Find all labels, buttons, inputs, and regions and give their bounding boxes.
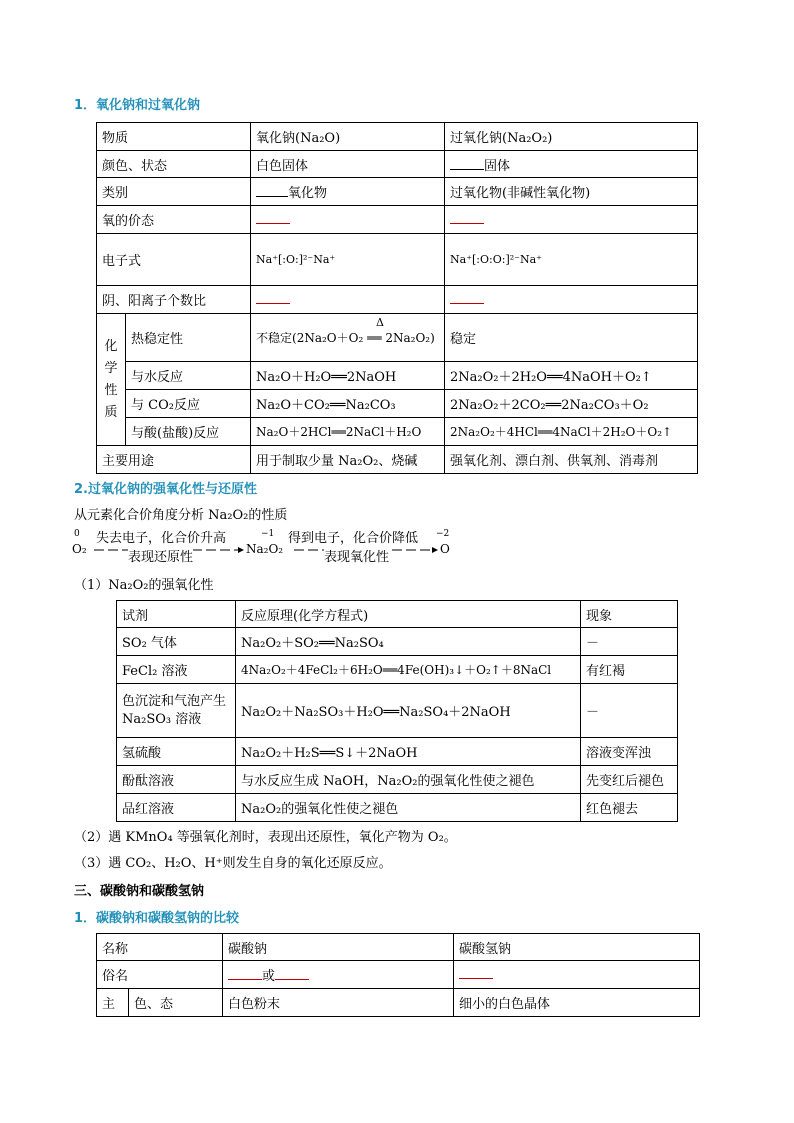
valence-minus-one: −1 (261, 529, 275, 539)
chem-char: 学 (104, 360, 118, 376)
table-row (117, 766, 678, 794)
row-label-common-name: 俗名 (97, 961, 223, 989)
fill-blank (450, 291, 484, 304)
na2o-electron-formula (251, 234, 445, 286)
lose-electron-label: 失去电子，化合价升高 (96, 531, 227, 546)
na2o-ratio (251, 286, 445, 314)
oxide-comparison-table (96, 122, 698, 474)
fill-blank (256, 184, 288, 197)
chem-char: 化 (104, 338, 118, 354)
chem-char: 质 (104, 404, 118, 420)
reagent-cell: 氢硫酸 (117, 738, 236, 766)
na2o2-water: 2Na₂O₂＋2H₂O══4NaOH＋O₂↑ (445, 362, 698, 390)
row-label-ratio: 阴、阳离子个数比 (97, 286, 251, 314)
na2o-valence (251, 206, 445, 234)
row-label-water: 与水反应 (126, 362, 251, 390)
table-row (117, 794, 678, 822)
carbonate-table (96, 933, 700, 1017)
reaction-cell: Na₂O₂的强氧化性使之褪色 (236, 794, 581, 822)
oxidizing-label: 表现氧化性 (324, 546, 389, 565)
row-label-use: 主要用途 (97, 446, 251, 474)
phenomenon-cell: 溶液变浑浊 (581, 738, 678, 766)
fill-blank (228, 967, 262, 980)
electron-formula-na2o: Na⁺[:O:]²⁻Na⁺ (256, 253, 336, 266)
na2o2-acid: 2Na₂O₂＋4HCl══4NaCl＋2H₂O＋O₂↑ (445, 418, 698, 446)
na2o2-class: 过氧化物(非碱性氧化物) (445, 178, 698, 206)
subsection-strong-oxidizing: （1）Na₂O₂的强氧化性 (74, 578, 214, 593)
row-label-acid: 与酸(盐酸)反应 (126, 418, 251, 446)
table-row (117, 738, 678, 766)
o2-species: O₂ (72, 542, 87, 556)
phenomenon-cell: 红色褪去 (581, 794, 678, 822)
na2o-water: Na₂O＋H₂O══2NaOH (251, 362, 445, 390)
table-row (117, 684, 678, 738)
or-text: 或 (262, 969, 276, 984)
na2o2-co2: 2Na₂O₂＋2CO₂══2Na₂CO₃＋O₂ (445, 390, 698, 418)
header-na2o: 氧化钠(Na₂O) (251, 123, 445, 151)
valence-minus-two: −2 (436, 529, 450, 539)
table-row (117, 656, 678, 684)
fill-blank (275, 967, 309, 980)
reaction-cell: Na₂O₂＋Na₂SO₃＋H₂O══Na₂SO₄＋2NaOH (236, 684, 581, 738)
header-name: 名称 (97, 934, 223, 961)
row-label-thermal: 热稳定性 (126, 314, 251, 362)
section-title-redox: 2.过氧化钠的强氧化性与还原性 (74, 482, 257, 497)
header-phenomenon: 现象 (581, 601, 678, 628)
reagent-cell: FeCl₂ 溶液 (117, 656, 236, 684)
na2o-color: 白色固体 (251, 151, 445, 178)
header-reagent: 试剂 (117, 601, 236, 628)
row-label-color: 颜色、状态 (97, 151, 251, 178)
chem-char: 性 (104, 382, 118, 398)
phenomenon-cell: 先变红后褪色 (581, 766, 678, 794)
na2o-class-suffix: 氧化物 (288, 186, 328, 201)
reagent-cell: 色沉淀和气泡产生 Na₂SO₃ 溶液 (117, 684, 236, 738)
na2co3-common-name (223, 961, 454, 989)
na2co3-color: 白色粉末 (223, 989, 454, 1017)
na2o2-valence (445, 206, 698, 234)
na2o2-color-suffix: 固体 (484, 158, 511, 174)
na2o-co2: Na₂O＋CO₂══Na₂CO₃ (251, 390, 445, 418)
row-label-class: 类别 (97, 178, 251, 206)
na2o2-color (445, 151, 698, 178)
reaction-cell: 与水反应生成 NaOH，Na₂O₂的强氧化性使之褪色 (236, 766, 581, 794)
reaction-cell: Na₂O₂＋SO₂══Na₂SO₄ (236, 628, 581, 656)
redox-diagram (70, 527, 470, 567)
redox-intro: 从元素化合价角度分析 Na₂O₂的性质 (74, 508, 288, 523)
reaction-cell: Na₂O₂＋H₂S══S↓＋2NaOH (236, 738, 581, 766)
reducing-label: 表现还原性 (128, 546, 193, 565)
phenomenon-cell: － (581, 684, 678, 738)
row-label-electron: 电子式 (97, 234, 251, 286)
reagent-cell: 酚酞溶液 (117, 766, 236, 794)
header-na2o2: 过氧化钠(Na₂O₂) (445, 123, 698, 151)
row-label-color-state: 色、态 (129, 989, 223, 1017)
fill-blank (256, 211, 290, 224)
phenomenon-cell: 有红褐 (581, 656, 678, 684)
na2o2-electron-formula (445, 234, 698, 286)
row-label-valence: 氧的价态 (97, 206, 251, 234)
oxidizing-table (116, 600, 678, 822)
na2o2-ratio (445, 286, 698, 314)
header-nahco3: 碳酸氢钠 (454, 934, 700, 961)
electron-formula-na2o2: Na⁺[:O:O:]²⁻Na⁺ (450, 253, 542, 266)
na2o2-species: Na₂O₂ (246, 542, 284, 556)
na2o-thermal (251, 314, 445, 362)
note-reducing: （2）遇 KMnO₄ 等强氧化剂时，表现出还原性，氧化产物为 O₂。 (74, 830, 457, 845)
section-title-carbonates: 三、碳酸钠和碳酸氢钠 (74, 884, 205, 899)
main-label: 主 (97, 989, 129, 1017)
na2o-use: 用于制取少量 Na₂O₂、烧碱 (251, 446, 445, 474)
na2o2-thermal: 稳定 (445, 314, 698, 362)
gain-electron-label: 得到电子，化合价降低 (288, 531, 419, 546)
header-substance: 物质 (97, 123, 251, 151)
fill-blank (256, 291, 290, 304)
table-row (117, 628, 678, 656)
section-title-carbonate-compare: 1．碳酸钠和碳酸氢钠的比较 (74, 911, 240, 926)
header-na2co3: 碳酸钠 (223, 934, 454, 961)
nahco3-color: 细小的白色晶体 (454, 989, 700, 1017)
valence-zero: 0 (74, 529, 80, 539)
reagent-cell: SO₂ 气体 (117, 628, 236, 656)
o-species: O (440, 542, 450, 556)
note-self-redox: （3）遇 CO₂、H₂O、H⁺则发生自身的氧化还原反应。 (74, 856, 392, 871)
na2o-class (251, 178, 445, 206)
chem-property-label (97, 314, 126, 446)
section-title-sodium-oxides: 1．氧化钠和过氧化钠 (74, 98, 201, 113)
fill-blank (459, 966, 493, 979)
fill-blank (450, 157, 484, 170)
na2o2-use: 强氧化剂、漂白剂、供氧剂、消毒剂 (445, 446, 698, 474)
reagent-cell: 品红溶液 (117, 794, 236, 822)
heat-symbol: Δ (376, 316, 384, 329)
na2o-thermal-text: 不稳定(2Na₂O＋O₂ ══ 2Na₂O₂) (256, 331, 435, 345)
na2o-acid: Na₂O＋2HCl══2NaCl＋H₂O (251, 418, 445, 446)
nahco3-common-name (454, 961, 700, 989)
fill-blank (450, 211, 484, 224)
row-label-co2: 与 CO₂反应 (126, 390, 251, 418)
reaction-cell: 4Na₂O₂＋4FeCl₂＋6H₂O══4Fe(OH)₃↓＋O₂↑＋8NaCl (236, 656, 581, 684)
header-reaction: 反应原理(化学方程式) (236, 601, 581, 628)
phenomenon-cell: － (581, 628, 678, 656)
